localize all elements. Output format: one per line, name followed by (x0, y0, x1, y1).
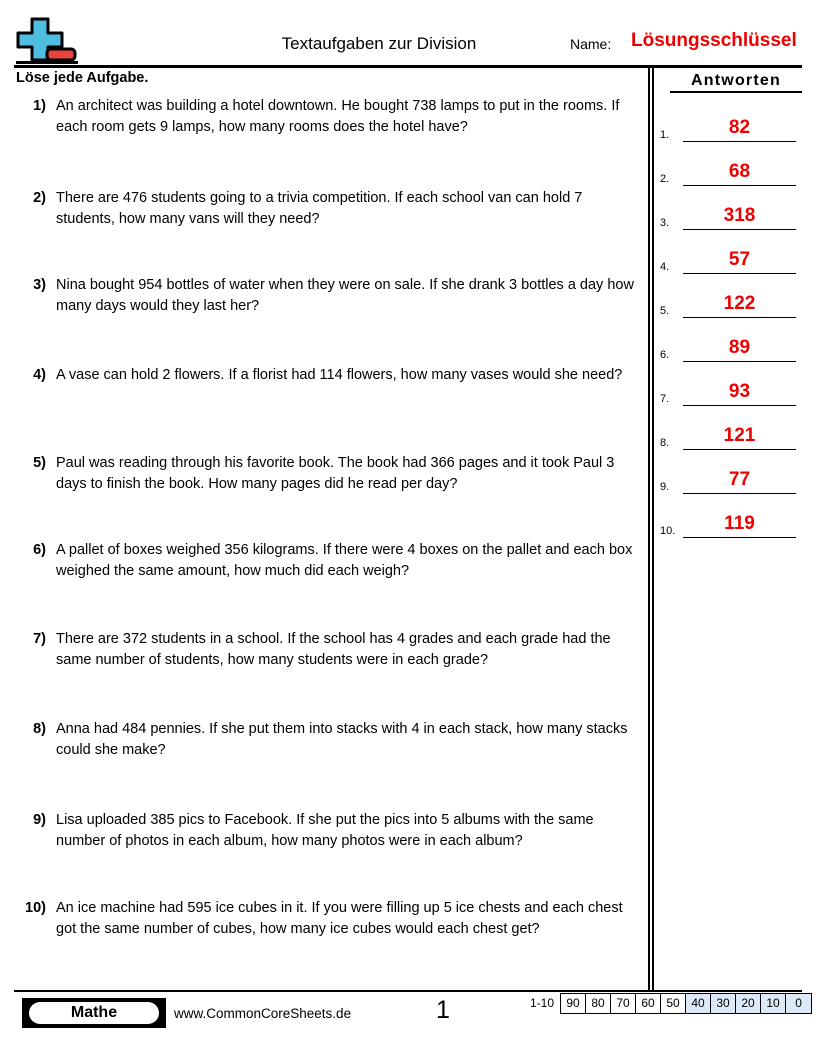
question-row (16, 898, 641, 940)
question-text: An architect was building a hotel downtown. He bought 738 lamps to put in the rooms. If each room gets 9 lamps, how many rooms does the hotel have? (56, 98, 620, 135)
question-text: A pallet of boxes weighed 356 kilograms. If there were 4 boxes on the pallet and each box weighed the same amount, how much did each weigh? (56, 542, 633, 579)
grading-scale-cell[interactable]: 20 (736, 994, 761, 1013)
answer-index: 3. (660, 217, 670, 229)
answer-row (660, 450, 802, 494)
page-header (14, 14, 802, 66)
answer-value: 119 (724, 513, 755, 534)
grading-scale-cell[interactable]: 50 (661, 994, 686, 1013)
question-text: Anna had 484 pennies. If she put them into stacks with 4 in each stack, how many stacks could she make? (56, 721, 628, 758)
grading-scale-cell[interactable]: 70 (611, 994, 636, 1013)
grading-scale-cell[interactable]: 30 (711, 994, 736, 1013)
answers-heading: Antworten (670, 72, 802, 93)
answer-value: 121 (723, 425, 756, 446)
answer-index: 5. (660, 305, 670, 317)
question-number: 10) (25, 900, 46, 916)
instruction-text: Löse jede Aufgabe. (16, 70, 149, 86)
question-text: Lisa uploaded 385 pics to Facebook. If she put the pics into 5 albums with the same number of photos in each album, how many photos were in each album? (56, 812, 594, 849)
answer-index: 8. (660, 437, 670, 449)
question-number: 7) (33, 631, 46, 647)
question-row (16, 365, 641, 386)
answer-index: 4. (660, 261, 670, 273)
site-url: www.CommonCoreSheets.de (174, 1006, 352, 1021)
question-text: An ice machine had 595 ice cubes in it. If you were filling up 5 ice chests and each chest got the same number of cubes, how many ice cubes would each chest get? (56, 900, 623, 937)
answer-index: 6. (660, 349, 670, 361)
question-number: 2) (33, 190, 46, 206)
answer-row (660, 362, 802, 406)
grading-scale-cell[interactable]: 90 (561, 994, 586, 1013)
question-row (16, 629, 641, 671)
question-text: There are 372 students in a school. If the school has 4 grades and each grade had the same number of students, how many students were in each grade? (56, 631, 611, 668)
question-row (16, 540, 641, 582)
grading-scale-cell[interactable]: 10 (761, 994, 786, 1013)
column-divider (648, 68, 654, 990)
answer-value: 57 (728, 249, 751, 270)
header-divider (14, 65, 802, 68)
answer-row (660, 142, 802, 186)
grading-scale-cells (560, 993, 812, 1014)
answer-value: 89 (728, 337, 751, 358)
answer-value: 318 (723, 205, 756, 226)
answer-value: 82 (728, 117, 751, 138)
question-row (16, 810, 641, 852)
answer-value: 68 (728, 161, 751, 182)
answer-index: 2. (660, 173, 670, 185)
question-number: 5) (33, 455, 46, 471)
subject-badge-label: Mathe (29, 1002, 159, 1024)
question-row (16, 453, 641, 495)
answer-index: 7. (660, 393, 670, 405)
question-number: 3) (33, 277, 46, 293)
answer-value: 93 (728, 381, 751, 402)
answer-index: 10. (660, 525, 676, 537)
question-row (16, 719, 641, 761)
question-number: 4) (33, 367, 46, 383)
answer-row (660, 318, 802, 362)
answer-key-badge: Lösungsschlüssel (631, 30, 797, 51)
answer-row (660, 274, 802, 318)
answer-row (660, 230, 802, 274)
question-row (16, 96, 641, 138)
grading-scale-cell[interactable]: 0 (786, 994, 811, 1013)
subject-badge (22, 998, 166, 1028)
answer-value: 122 (723, 293, 756, 314)
answer-index: 9. (660, 481, 670, 493)
footer-divider (14, 990, 802, 992)
name-label: Name: (570, 36, 612, 52)
question-row (16, 275, 641, 317)
question-number: 9) (33, 812, 46, 828)
answer-index: 1. (660, 129, 670, 141)
answer-row (660, 494, 802, 538)
grading-scale-cell[interactable]: 80 (586, 994, 611, 1013)
question-text: Paul was reading through his favorite book. The book had 366 pages and it took Paul 3 days to finish the book. How many pages did he read per day? (56, 455, 615, 492)
question-text: A vase can hold 2 flowers. If a florist had 114 flowers, how many vases would she need? (56, 367, 623, 383)
answer-row (660, 186, 802, 230)
page-title: Textaufgaben zur Division (281, 34, 477, 53)
grading-scale (530, 994, 812, 1013)
plus-minus-logo-icon (14, 16, 80, 66)
question-number: 1) (33, 98, 46, 114)
answer-value: 77 (728, 469, 751, 490)
question-text: Nina bought 954 bottles of water when they were on sale. If she drank 3 bottles a day how many days would they last her? (56, 277, 634, 314)
grading-scale-cell[interactable]: 40 (686, 994, 711, 1013)
question-row (16, 188, 641, 230)
answer-row (660, 98, 802, 142)
grading-scale-cell[interactable]: 60 (636, 994, 661, 1013)
question-number: 6) (33, 542, 46, 558)
question-text: There are 476 students going to a trivia competition. If each school van can hold 7 students, how many vans will they need? (56, 190, 583, 227)
grading-scale-label: 1-10 (530, 996, 555, 1010)
page-number: 1 (436, 996, 450, 1024)
answer-row (660, 406, 802, 450)
question-number: 8) (33, 721, 46, 737)
